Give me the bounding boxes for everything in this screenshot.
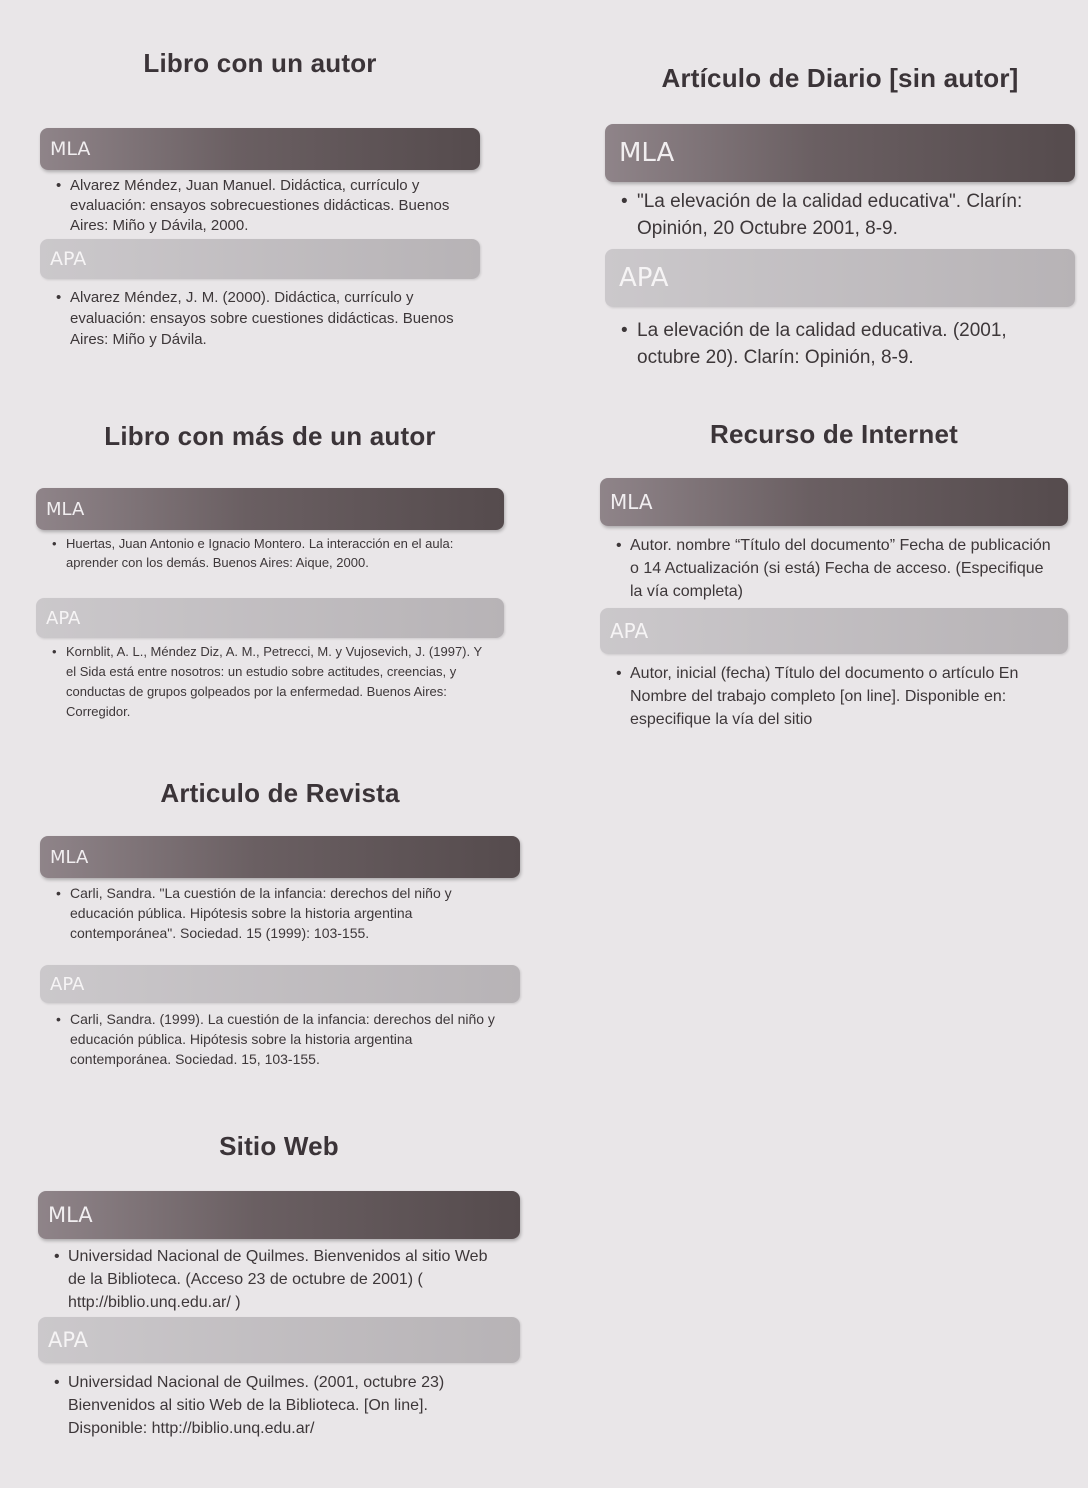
section-articulo-diario bbox=[605, 58, 1075, 373]
apa-label-bar: APA bbox=[600, 608, 1068, 654]
apa-citation: • Autor, inicial (fecha) Título del documento o artículo En Nombre del trabajo completo [on line]. Disponible en: especifique la vía del sitio bbox=[600, 662, 1068, 732]
apa-label-bar: APA bbox=[38, 1317, 520, 1363]
section-sitio-web bbox=[38, 1128, 520, 1443]
apa-citation: • La elevación de la calidad educativa. (2001, octubre 20). Clarín: Opinión, 8-9. bbox=[605, 317, 1075, 373]
apa-label-bar: APA bbox=[36, 598, 504, 638]
apa-citation: • Kornblit, A. L., Méndez Diz, A. M., Petrecci, M. y Vujosevich, J. (1997). Y el Sida está entre nosotros: un estudio sobre actitudes, creencias, y conductas de grupos golpeados por la enfermedad. Buenos Aires: Corregidor. bbox=[36, 642, 504, 722]
mla-citation: • Autor. nombre “Título del documento” Fecha de publicación o 14 Actualización (si está) Fecha de acceso. (Especifique la vía completa) bbox=[600, 534, 1068, 604]
section-title: Libro con más de un autor bbox=[104, 421, 436, 451]
apa-citation: • Universidad Nacional de Quilmes. (2001, octubre 23) Bienvenidos al sitio Web de la Biblioteca. [On line]. Disponible: http://biblio.unq.edu.ar/ bbox=[38, 1371, 520, 1443]
section-libro-un-autor bbox=[40, 45, 480, 347]
section-articulo-revista bbox=[40, 775, 520, 1071]
mla-citation: • Huertas, Juan Antonio e Ignacio Montero. La interacción en el aula: aprender con los demás. Buenos Aires: Aique, 2000. bbox=[36, 534, 504, 592]
apa-label-bar: APA bbox=[40, 239, 480, 279]
mla-label-bar: MLA bbox=[600, 478, 1068, 526]
apa-label-bar: APA bbox=[40, 965, 520, 1003]
mla-label-bar: MLA bbox=[36, 488, 504, 530]
mla-citation: • "La elevación de la calidad educativa". Clarín: Opinión, 20 Octubre 2001, 8-9. bbox=[605, 188, 1075, 244]
section-title: Artículo de Diario [sin autor] bbox=[661, 63, 1019, 93]
section-title: Recurso de Internet bbox=[710, 419, 958, 449]
apa-label-bar: APA bbox=[605, 249, 1075, 307]
mla-citation: • Carli, Sandra. "La cuestión de la infancia: derechos del niño y educación pública. Hipótesis sobre la historia argentina contemporánea". Sociedad. 15 (1999): 103-155. bbox=[40, 883, 520, 963]
apa-citation: • Carli, Sandra. (1999). La cuestión de la infancia: derechos del niño y educación pública. Hipótesis sobre la historia argentina contemporánea. Sociedad. 15, 103-155. bbox=[40, 1009, 520, 1071]
section-title: Articulo de Revista bbox=[160, 778, 400, 808]
mla-label-bar: MLA bbox=[40, 836, 520, 878]
mla-label-bar: MLA bbox=[40, 128, 480, 170]
mla-citation: • Universidad Nacional de Quilmes. Bienvenidos al sitio Web de la Biblioteca. (Acceso 23 de octubre de 2001) ( http://biblio.unq.edu.ar/ ) bbox=[38, 1245, 520, 1317]
mla-citation: • Alvarez Méndez, Juan Manuel. Didáctica, currículo y evaluación: ensayos sobrecuestiones didácticas. Buenos Aires: Miño y Dávila, 2000. bbox=[40, 176, 480, 234]
section-libro-mas-de-un-autor bbox=[36, 418, 504, 722]
section-recurso-internet bbox=[600, 416, 1068, 732]
section-title: Sitio Web bbox=[219, 1131, 339, 1161]
mla-label-bar: MLA bbox=[38, 1191, 520, 1239]
apa-citation: • Alvarez Méndez, J. M. (2000). Didáctica, currículo y evaluación: ensayos sobre cuestiones didácticas. Buenos Aires: Miño y Dávila. bbox=[40, 287, 480, 347]
section-title: Libro con un autor bbox=[143, 48, 377, 78]
mla-label-bar: MLA bbox=[605, 124, 1075, 182]
